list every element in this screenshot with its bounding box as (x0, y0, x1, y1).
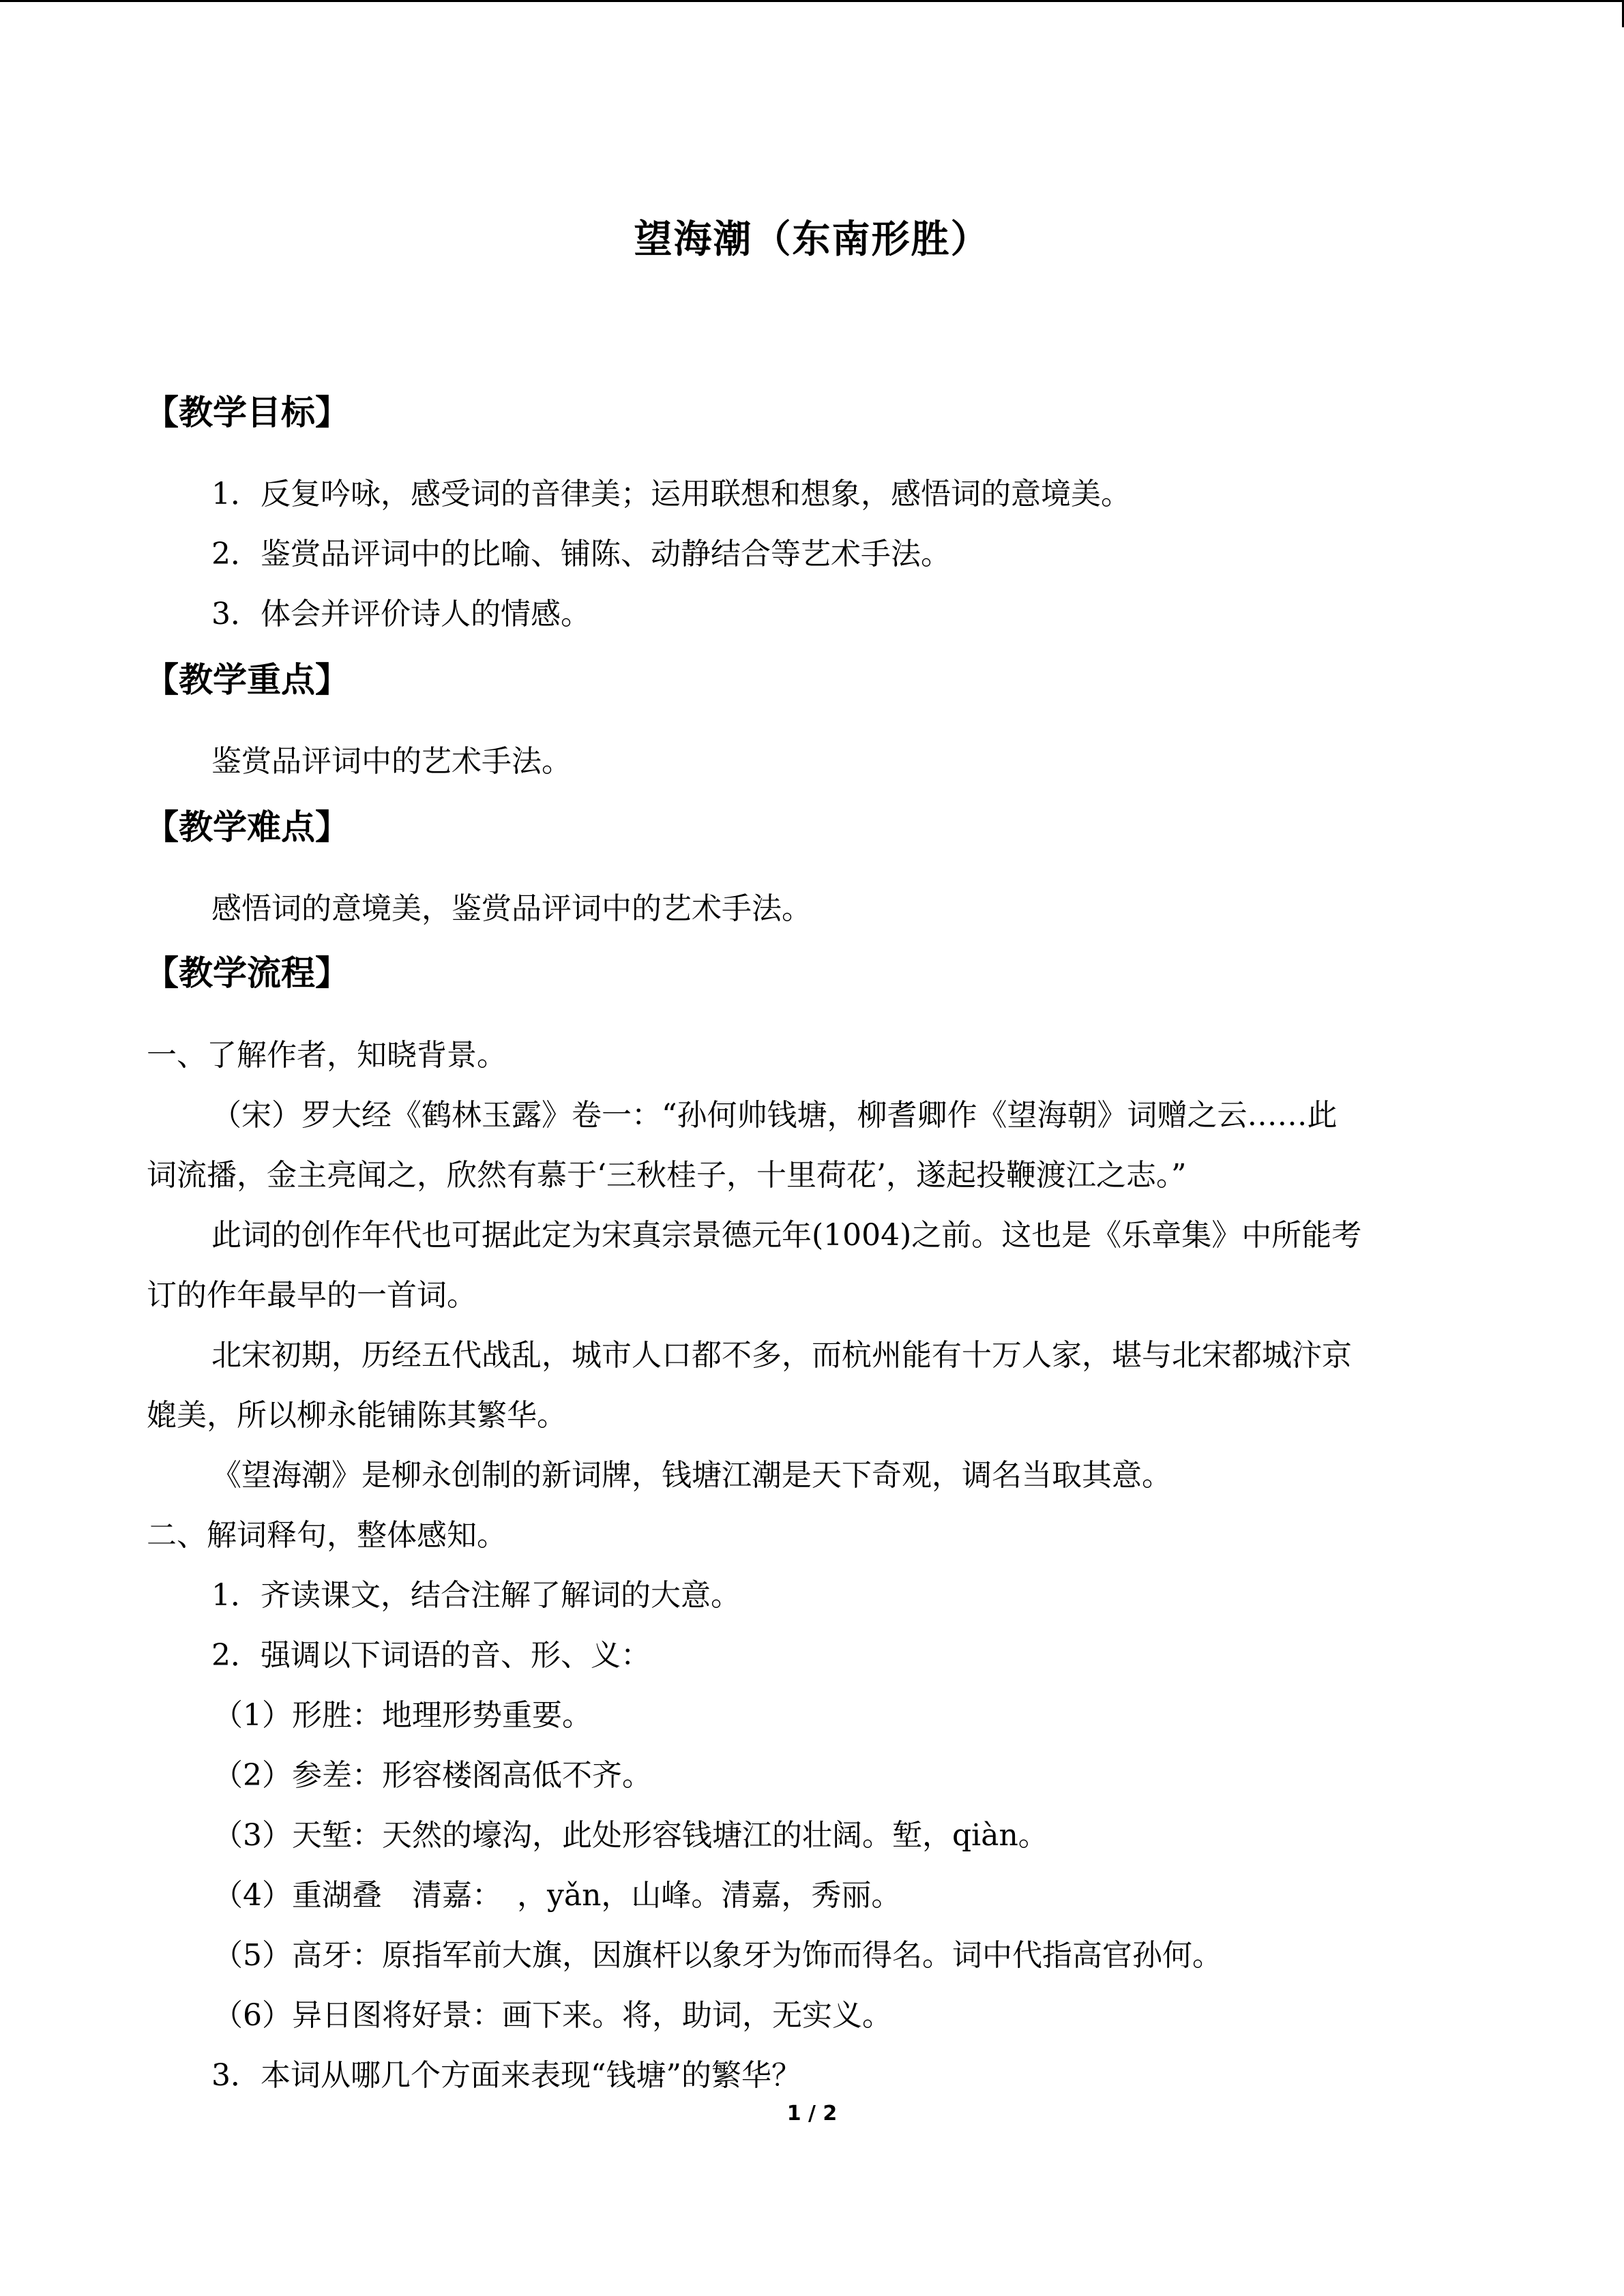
paragraph-line: 媲美，所以柳永能铺陈其繁华。 (147, 1398, 567, 1433)
page-title: 望海潮（东南形胜） (634, 218, 990, 262)
section-heading-goals: 【教学目标】 (145, 393, 349, 432)
paragraph-line: 此词的创作年代也可据此定为宋真宗景德元年(1004)之前。这也是《乐章集》中所能考 (211, 1218, 1362, 1253)
goal-item: 2．鉴赏品评词中的比喻、铺陈、动静结合等艺术手法。 (211, 537, 951, 571)
section-heading-process: 【教学流程】 (145, 953, 349, 993)
paragraph-line: 订的作年最早的一首词。 (147, 1278, 477, 1313)
key-text: 鉴赏品评词中的艺术手法。 (211, 744, 572, 779)
page-number: 1 / 2 (786, 2102, 838, 2126)
goal-item: 1．反复吟咏，感受词的音律美；运用联想和想象，感悟词的意境美。 (211, 477, 1131, 511)
step-item: 1．齐读课文，结合注解了解词的大意。 (211, 1578, 741, 1613)
paragraph-line: 《望海潮》是柳永创制的新词牌，钱塘江潮是天下奇观，调名当取其意。 (211, 1458, 1172, 1493)
paragraph-line: （宋）罗大经《鹤林玉露》卷一：“孙何帅钱塘，柳耆卿作《望海朝》词赠之云……此 (211, 1098, 1338, 1133)
goal-item: 3．体会并评价诗人的情感。 (211, 597, 591, 631)
section-heading-difficult: 【教学难点】 (145, 807, 349, 847)
term-item: （3）天堑：天然的壕沟，此处形容钱塘江的壮阔。堑，qiàn。 (213, 1818, 1048, 1853)
term-item: （2）参差：形容楼阁高低不齐。 (213, 1758, 652, 1793)
step-item: 3．本词从哪几个方面来表现“钱塘”的繁华？ (211, 2058, 801, 2093)
term-item: （1）形胜：地理形势重要。 (213, 1698, 592, 1733)
difficult-text: 感悟词的意境美，鉴赏品评词中的艺术手法。 (211, 891, 812, 926)
term-item: （4）重湖叠 清嘉： ，yǎn，山峰。清嘉，秀丽。 (213, 1878, 902, 1913)
term-item: （5）高牙：原指军前大旗，因旗杆以象牙为饰而得名。词中代指高官孙何。 (213, 1938, 1222, 1973)
paragraph-line: 北宋初期，历经五代战乱，城市人口都不多，而杭州能有十万人家，堪与北宋都城汴京 (211, 1338, 1352, 1373)
process-part-heading: 二、解词释句，整体感知。 (147, 1518, 507, 1553)
process-part-heading: 一、了解作者，知晓背景。 (147, 1038, 507, 1073)
step-item: 2．强调以下词语的音、形、义： (211, 1638, 651, 1673)
section-heading-key: 【教学重点】 (145, 660, 349, 700)
top-border (0, 0, 1624, 2)
term-item: （6）异日图将好景：画下来。将，助词，无实义。 (213, 1998, 892, 2033)
paragraph-line: 词流播，金主亮闻之，欣然有慕于‘三秋桂子，十里荷花’，遂起投鞭渡江之志。” (147, 1158, 1187, 1193)
